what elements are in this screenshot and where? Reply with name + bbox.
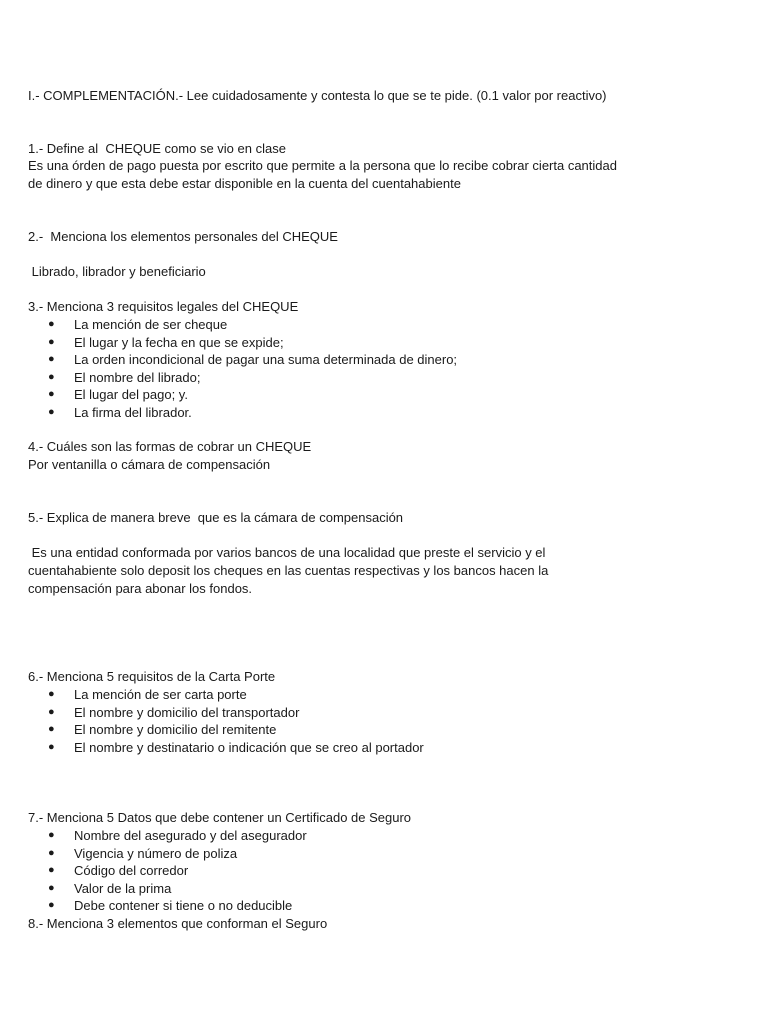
bullet-icon: ●: [48, 740, 55, 753]
list-item: ● Debe contener si tiene o no deducible: [48, 898, 293, 913]
answer-4: Por ventanilla o cámara de compensación: [28, 457, 271, 472]
answer-2: Librado, librador y beneficiario: [28, 264, 206, 279]
question-5: 5.- Explica de manera breve que es la cámara de compensación: [28, 510, 404, 525]
bullet-icon: ●: [48, 705, 55, 718]
question-1: 1.- Define al CHEQUE como se vio en clase: [28, 141, 286, 156]
bullet-icon: ●: [48, 353, 55, 365]
question-3: 3.- Menciona 3 requisitos legales del CHEQUE: [28, 299, 299, 314]
list-item: ● El lugar y la fecha en que se expide;: [48, 334, 284, 350]
bullet-icon: ●: [48, 370, 55, 383]
list-item: ● La firma del librador.: [48, 404, 192, 420]
list-item: ● La mención de ser carta porte: [48, 687, 247, 702]
answer-7-list: [48, 827, 307, 915]
question-8: 8.- Menciona 3 elementos que conforman el Seguro: [28, 916, 328, 931]
bullet-icon: ●: [48, 688, 55, 700]
bullet-icon: ●: [48, 881, 55, 894]
bullet-icon: ●: [48, 405, 55, 418]
list-item: ● Nombre del asegurado y del asegurador: [48, 828, 307, 843]
question-6: 6.- Menciona 5 requisitos de la Carta Porte: [28, 669, 276, 684]
question-4: 4.- Cuáles son las formas de cobrar un CHEQUE: [28, 439, 312, 454]
list-item: ● El nombre y domicilio del remitente: [48, 722, 277, 737]
bullet-icon: ●: [48, 899, 55, 911]
bullet-icon: ●: [48, 388, 55, 400]
list-item: ● Valor de la prima: [48, 880, 172, 896]
answer-6-list: [48, 686, 424, 756]
question-7: 7.- Menciona 5 Datos que debe contener un Certificado de Seguro: [28, 810, 412, 825]
list-item: ● Código del corredor: [48, 863, 189, 878]
bullet-icon: ●: [48, 318, 55, 330]
answer-1-line-1: Es una órden de pago puesta por escrito que permite a la persona que lo recibe cobrar cierta cantidad: [28, 158, 617, 173]
answer-5-line-2: cuentahabiente solo deposit los cheques en las cuentas respectivas y los bancos hacen la: [28, 563, 549, 578]
bullet-icon: ●: [48, 829, 55, 841]
answer-3-list: [48, 316, 457, 421]
answer-1-line-2: de dinero y que esta debe estar disponible en la cuenta del cuentahabiente: [28, 176, 461, 191]
bullet-icon: ●: [48, 846, 55, 859]
question-2: 2.- Menciona los elementos personales del CHEQUE: [28, 229, 338, 244]
list-item: ● El nombre del librado;: [48, 369, 201, 385]
answer-5-line-1: Es una entidad conformada por varios bancos de una localidad que preste el servicio y el: [28, 545, 546, 560]
list-item: ● El nombre y domicilio del transportador: [48, 704, 300, 720]
bullet-icon: ●: [48, 864, 55, 876]
bullet-icon: ●: [48, 335, 55, 348]
answer-5-line-3: compensación para abonar los fondos.: [28, 581, 253, 596]
list-item: ● La orden incondicional de pagar una suma determinada de dinero;: [48, 352, 458, 367]
list-item: ● El lugar del pago; y.: [48, 387, 188, 402]
section-header: I.- COMPLEMENTACIÓN.- Lee cuidadosamente y contesta lo que se te pide. (0.1 valor por reactivo): [28, 88, 607, 103]
list-item: ● Vigencia y número de poliza: [48, 845, 238, 861]
bullet-icon: ●: [48, 723, 55, 735]
list-item: ● El nombre y destinatario o indicación que se creo al portador: [48, 739, 424, 755]
list-item: ● La mención de ser cheque: [48, 317, 228, 332]
